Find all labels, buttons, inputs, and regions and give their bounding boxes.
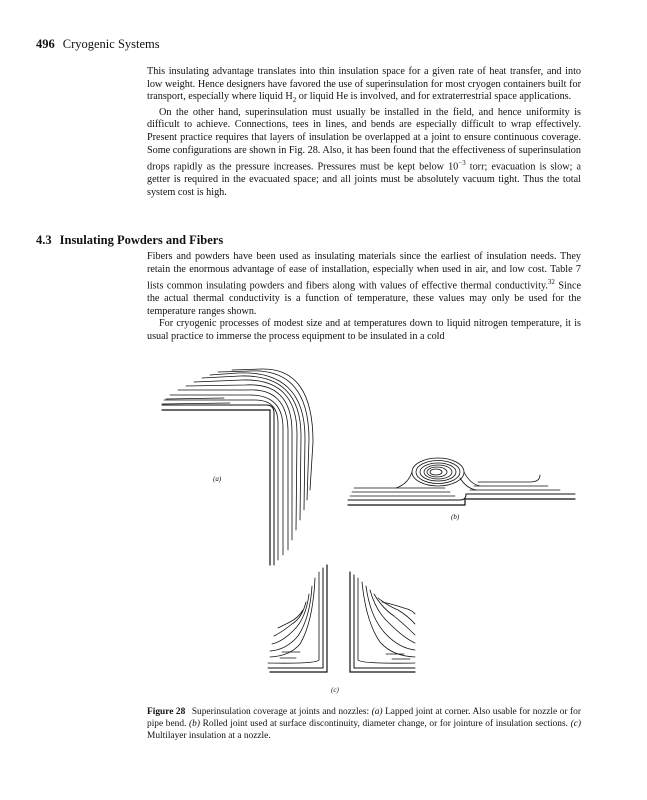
- figure-label-b: (b): [451, 513, 460, 521]
- figure-drawing: [0, 360, 647, 700]
- running-title: Cryogenic Systems: [62, 37, 160, 51]
- body-text-section: [147, 251, 581, 344]
- page-number: 496: [36, 37, 55, 51]
- paragraph: For cryogenic processes of modest size and at temperatures down to liquid nitrogen temperature, it is usual practice to immerse the process equipment to be insulated in a cold: [147, 318, 581, 342]
- figure-caption: Figure 28 Superinsulation coverage at joints and nozzles: (a) Lapped joint at corner. Also usable for nozzle or for pipe bend. (b) Rolled joint used at surface discontinuity, diameter change, or for jointure of insulation sections. (c) Multilayer insulation at a nozzle.: [147, 707, 582, 741]
- section-heading: [36, 233, 223, 248]
- paragraph: This insulating advantage translates into thin insulation space for a given rate of heat transfer, and into low weight. Hence designers have favored the use of superinsulation for most cryogen containers built for transport, especially where liquid $H_2$ or liquid He is involved, and for extraterrestrial space applications.: [147, 66, 581, 105]
- body-text-top: [147, 66, 581, 199]
- figure-28: [0, 360, 647, 700]
- rolled-joint-diagram: [348, 458, 575, 505]
- figure-label-c: (c): [331, 686, 339, 694]
- nozzle-insulation-right-diagram: [350, 572, 415, 672]
- citation-ref: 32: [547, 278, 555, 287]
- figure-label-a: (a): [213, 475, 222, 483]
- paragraph: Fibers and powders have been used as insulating materials since the earliest of insulation needs. They retain the enormous advantage of ease of installation, especially when used in air, and low cost. Table 7 lists common insulating powders and fibers along with values of effective thermal conductivity.$^{32}$ Since the actual thermal conductivity is a function of temperature, these values may only be used for the temperature ranges shown.: [147, 251, 581, 317]
- section-number: 4.3: [36, 233, 52, 247]
- section-title: Insulating Powders and Fibers: [59, 233, 224, 247]
- paragraph: On the other hand, superinsulation must usually be installed in the field, and hence uniformity is difficult to achieve. Connections, tees in lines, and bends are especially difficult to wrap effectively. Present practice requires that layers of insulation be overlapped at a joint to ensure continuous coverage. Some configurations are shown in Fig. 28. Also, it has been found that the effectiveness of superinsulation drops rapidly as the pressure increases. Pressures must be kept below $10^{-3}$ torr; evacuation is slow; a getter is required in the evacuated space; and all joints must be absolutely vacuum tight. Thus the total system cost is high.: [147, 106, 581, 198]
- caption-label: Figure 28: [147, 707, 186, 717]
- lapped-joint-corner-diagram: [162, 369, 313, 565]
- running-head: [36, 37, 160, 52]
- nozzle-insulation-left-diagram: [268, 565, 327, 672]
